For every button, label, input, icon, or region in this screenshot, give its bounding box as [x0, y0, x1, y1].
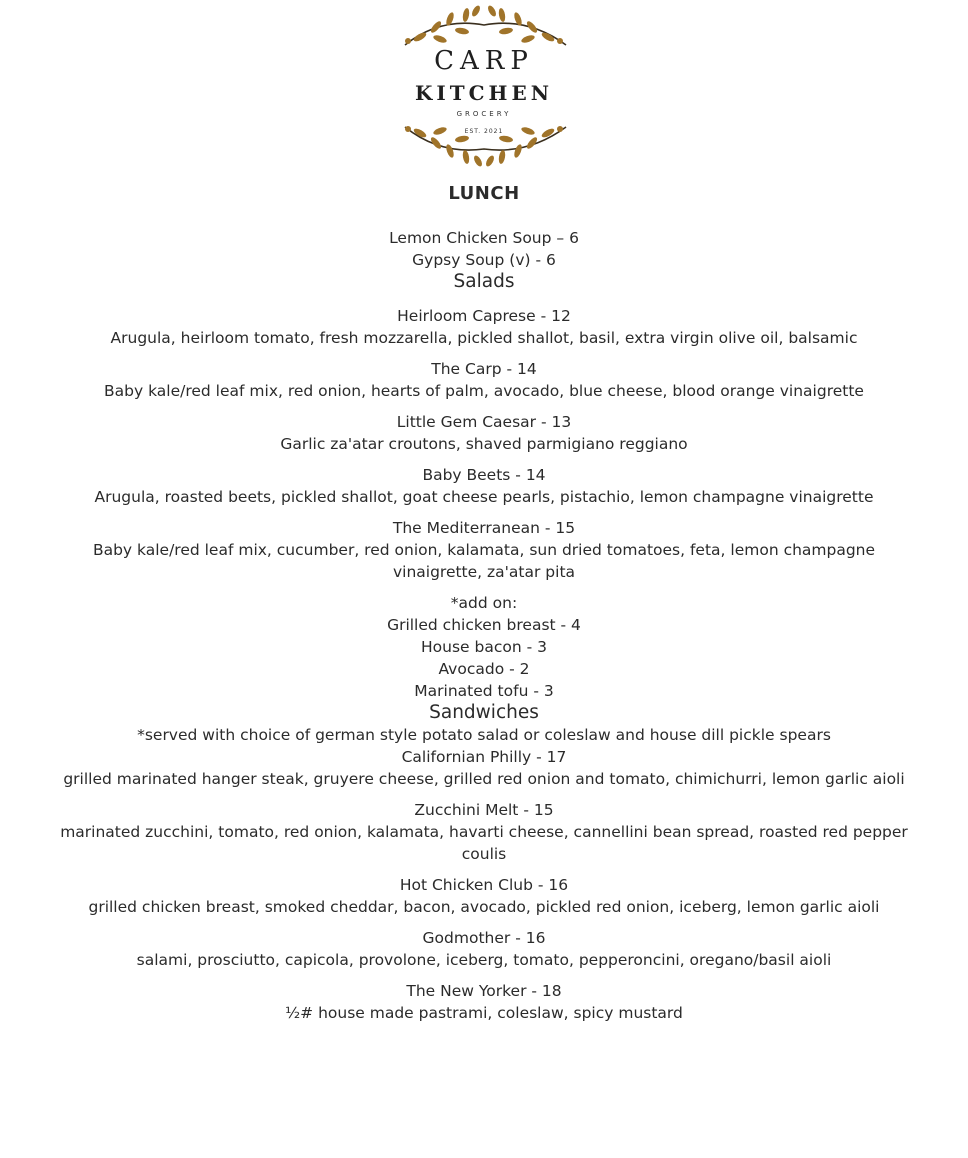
salad-list — [0, 305, 968, 583]
salad-name: The Mediterranean - 15 — [392, 519, 576, 537]
laurel-top-icon — [0, 5, 968, 47]
salad-name: Heirloom Caprese - 12 — [397, 307, 571, 325]
sandwich-name: Zucchini Melt - 15 — [414, 801, 554, 819]
laurel-bottom-icon — [0, 121, 968, 167]
sandwich-description: grilled chicken breast, smoked cheddar, bacon, avocado, pickled red onion, iceberg, lemon garlic aioli — [88, 898, 880, 916]
salads-heading: Salads — [453, 271, 515, 292]
salad-name: Little Gem Caesar - 13 — [396, 413, 572, 431]
sandwich-description: ½# house made pastrami, coleslaw, spicy mustard — [285, 1004, 683, 1022]
addon-item: Marinated tofu - 3 — [414, 682, 554, 700]
salad-item — [0, 358, 968, 402]
salad-item — [0, 305, 968, 349]
salad-name: Baby Beets - 14 — [422, 466, 546, 484]
sandwich-item — [0, 874, 968, 918]
sandwich-description: salami, prosciutto, capicola, provolone, iceberg, tomato, pepperoncini, oregano/basil aioli — [136, 951, 832, 969]
sandwich-name: The New Yorker - 18 — [406, 982, 562, 1000]
sandwich-name: Hot Chicken Club - 16 — [399, 876, 569, 894]
brand-subtitle: GROCERY — [456, 110, 512, 118]
sandwich-description: marinated zucchini, tomato, red onion, kalamata, havarti cheese, cannellini bean spread, roasted red pepper coulis — [60, 823, 908, 863]
sandwich-item — [0, 799, 968, 865]
sandwich-name: Godmother - 16 — [422, 929, 546, 947]
addon-list — [0, 592, 968, 702]
addon-label: *add on: — [450, 594, 518, 612]
sandwich-item — [0, 927, 968, 971]
soup-list — [0, 227, 968, 271]
salad-description: Arugula, roasted beets, pickled shallot, goat cheese pearls, pistachio, lemon champagne vinaigrette — [94, 488, 874, 506]
addon-item: Grilled chicken breast - 4 — [387, 616, 581, 634]
menu-title: LUNCH — [448, 183, 520, 204]
menu-body — [0, 183, 968, 1033]
salad-item — [0, 464, 968, 508]
salad-description: Arugula, heirloom tomato, fresh mozzarella, pickled shallot, basil, extra virgin olive oil, balsamic — [110, 329, 858, 347]
salad-item — [0, 517, 968, 583]
sandwiches-note: *served with choice of german style potato salad or coleslaw and house dill pickle spears — [137, 726, 831, 744]
brand-established: EST. 2021 — [464, 128, 504, 135]
salad-description: Baby kale/red leaf mix, red onion, hearts of palm, avocado, blue cheese, blood orange vinaigrette — [104, 382, 864, 400]
salad-description: Baby kale/red leaf mix, cucumber, red onion, kalamata, sun dried tomatoes, feta, lemon champagne vinaigrette, za'atar pita — [92, 541, 876, 581]
salad-description: Garlic za'atar croutons, shaved parmigiano reggiano — [280, 435, 688, 453]
soup-item: Gypsy Soup (v) - 6 — [412, 251, 556, 269]
salad-name: The Carp - 14 — [431, 360, 537, 378]
sandwiches-heading: Sandwiches — [429, 702, 539, 723]
addon-item: House bacon - 3 — [421, 638, 547, 656]
sandwich-item — [0, 746, 968, 790]
soup-item: Lemon Chicken Soup – 6 — [389, 229, 579, 247]
sandwich-name: Californian Philly - 17 — [401, 748, 567, 766]
salad-item — [0, 411, 968, 455]
brand-name-bottom: KITCHEN — [415, 81, 553, 105]
sandwich-item — [0, 980, 968, 1024]
addon-item: Avocado - 2 — [438, 660, 530, 678]
carp-kitchen-logo — [0, 0, 968, 175]
brand-name-top: CARP — [434, 46, 534, 76]
sandwich-description: grilled marinated hanger steak, gruyere cheese, grilled red onion and tomato, chimichurri, lemon garlic aioli — [63, 770, 905, 788]
sandwich-list — [0, 746, 968, 1024]
